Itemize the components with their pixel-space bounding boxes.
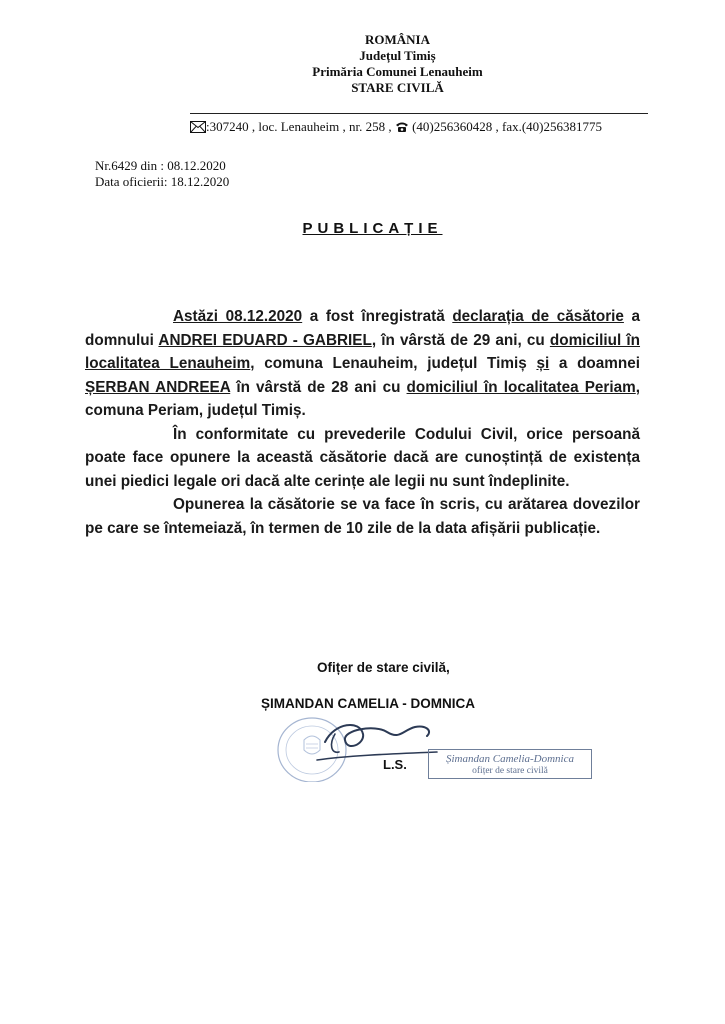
text-run: a doamnei [549,355,640,372]
conjunction: și [536,355,550,372]
paragraph-declaration [85,305,640,423]
declaration-term: declarația de căsătorie [452,308,624,325]
paragraph-legal-basis: În conformitate cu prevederile Codului Civil, orice persoană poate face opunere la această căsătorie dacă are cunoștință de existența unei piedici legale ori dacă alte cerințe ale legii nu sunt îndeplinite. [85,425,640,490]
county-name: Județul Timiș [359,48,436,63]
phone-fax: (40)256360428 , fax.(40)256381775 [408,119,603,134]
text-run: în vârstă de 28 ani cu [230,378,407,396]
text-run: a domnului [85,308,640,349]
stamp-name: Șimandan Camelia-Domnica [445,753,574,765]
officer-name-stamp [428,749,592,779]
registration-number: Nr.6429 din : 08.12.2020 [95,158,226,173]
paragraph-opposition: Opunerea la căsătorie se va face în scris, cu arătarea dovezilor pe care se întemeiază, în termen de 10 zile de la data afișării publicație. [85,496,640,537]
letterhead [0,32,725,96]
telephone-icon [395,121,409,137]
text-run: , comuna Periam, județul Timiș. [85,378,640,419]
text-run: a fost înregistrată [302,308,453,325]
document-title: PUBLICAȚIE [302,220,443,237]
contact-line [190,119,710,137]
groom-domicile: domiciliul în localitatea Lenauheim [85,331,641,372]
bride-name: ȘERBAN ANDREEA [85,378,231,396]
bride-domicile: domiciliul în localitatea Periam [406,378,636,396]
publication-body [85,305,640,540]
registration-meta [95,158,229,190]
text-run: , în vârstă de 29 ani, cu [371,331,550,349]
officer-name: ȘIMANDAN CAMELIA - DOMNICA [261,696,475,711]
header-divider [190,113,648,114]
town-hall-name: Primăria Comunei Lenauheim [312,64,483,79]
ceremony-date: Data oficierii: 18.12.2020 [95,174,230,189]
locus-sigilli: L.S. [383,757,407,772]
text-run: , comuna Lenauheim, județul Timiș [250,355,537,372]
office-name: STARE CIVILĂ [351,80,444,95]
registration-date-text: Astăzi 08.12.2020 [173,308,303,325]
postal-address: :307240 , loc. Lenauheim , nr. 258 , [206,119,392,134]
country-name: ROMÂNIA [365,32,430,47]
groom-name: ANDREI EDUARD - GABRIEL [158,331,372,349]
handwritten-signature [305,712,445,772]
stamp-role: ofițer de stare civilă [472,766,548,776]
officer-role: Ofițer de stare civilă, [317,660,450,675]
envelope-icon [190,121,206,137]
